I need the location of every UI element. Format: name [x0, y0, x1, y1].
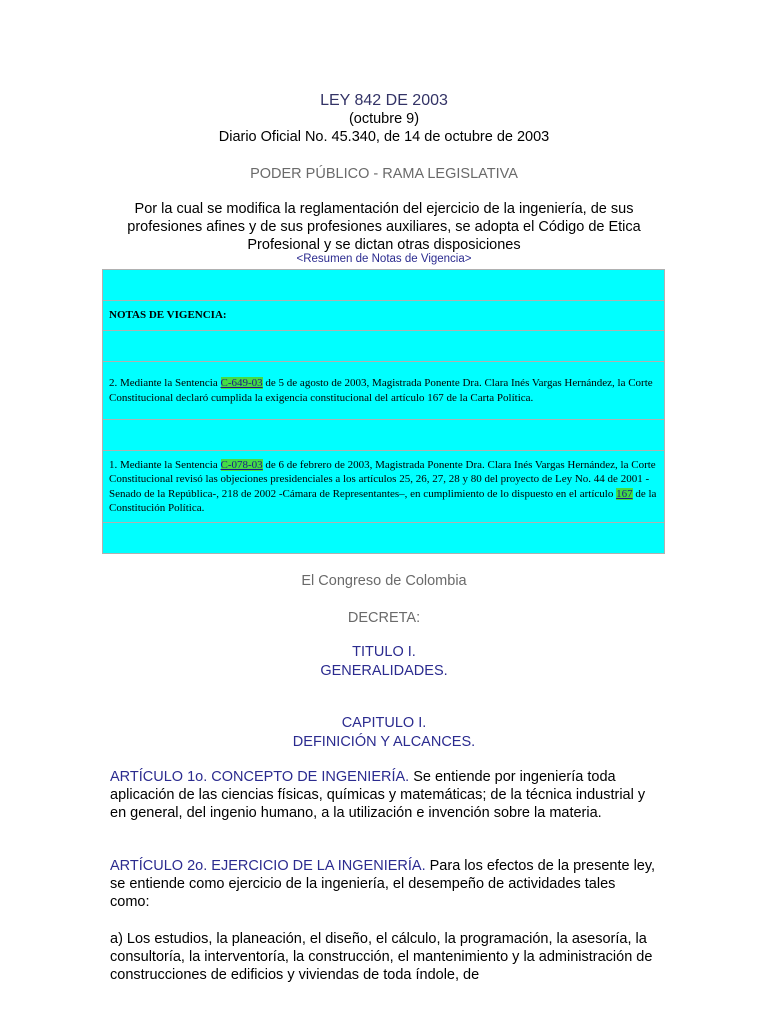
vigencia-heading: NOTAS DE VIGENCIA: — [109, 309, 227, 322]
sentencia-c-649-03-link[interactable]: C-649-03 — [220, 377, 263, 389]
table-row — [103, 420, 665, 451]
article-2-text: Para los efectos de la presente ley, se entiende como ejercicio de la ingeniería, el desempeño de actividades tales como: — [110, 858, 656, 910]
article-1-text: Se entiende por ingeniería toda aplicación de las ciencias físicas, químicas y matemáticas; de la técnica industrial y en general, del ingenio humano, a la utilización e invención sobre la materia. — [110, 769, 646, 821]
table-row — [103, 451, 665, 523]
notes-summary-link[interactable]: <Resumen de Notas de Vigencia> — [296, 253, 472, 265]
empty-cell — [103, 270, 665, 301]
article-167-link[interactable]: 167 — [616, 487, 633, 500]
capitulo-name: DEFINICIÓN Y ALCANCES. — [292, 734, 476, 750]
congress-heading: El Congreso de Colombia — [301, 573, 467, 589]
vigencia-notes-table — [102, 269, 665, 554]
titulo-name: GENERALIDADES. — [320, 663, 448, 679]
note-1-text-end: de la Constitución Política. — [109, 487, 657, 514]
gazette-reference: Diario Oficial No. 45.340, de 14 de octubre de 2003 — [218, 129, 550, 145]
vigencia-note-1 — [103, 451, 665, 523]
table-row — [103, 270, 665, 301]
decreta-heading: DECRETA: — [347, 610, 421, 626]
article-2-title: ARTÍCULO 2o. EJERCICIO DE LA INGENIERÍA. — [110, 858, 426, 874]
sentencia-c-078-03-link[interactable]: C-078-03 — [220, 458, 263, 471]
note-1-text-middle: de 6 de febrero de 2003, Magistrada Ponente Dra. Clara Inés Vargas Hernández, la Corte Constitucional revisó las objeciones presidenciales a los artículos 25, 26, 27, 28 y 80 del proyecto de Ley No. 44 de 2001 - Senado de la República-, 218 de 2002 -Cámara de Representantes–, en cumplimiento de lo dispuesto en el artículo — [109, 458, 656, 500]
article-2 — [110, 857, 658, 911]
branch-heading: PODER PÚBLICO - RAMA LEGISLATIVA — [250, 166, 518, 182]
vigencia-note-2 — [103, 362, 665, 420]
note-1-text-start: 1. Mediante la Sentencia — [109, 458, 221, 471]
table-row — [103, 301, 665, 331]
titulo-number: TITULO I. — [352, 644, 416, 660]
article-1-title: ARTÍCULO 1o. CONCEPTO DE INGENIERÍA. — [110, 769, 410, 785]
table-row — [103, 362, 665, 420]
note-2-text-start: 2. Mediante la Sentencia — [109, 377, 221, 389]
note-2-text-end: de 5 de agosto de 2003, Magistrada Ponente Dra. Clara Inés Vargas Hernández, la Corte Constitucional declaró cumplida la exigencia constitucional del artículo 167 de la Carta Política. — [109, 377, 653, 404]
article-2-item-a: a) Los estudios, la planeación, el diseño, el cálculo, la programación, la asesoría, la consultoría, la interventoría, la construcción, el mantenimiento y la administración de construcciones de edificios y viviendas de toda índole, de — [110, 931, 653, 983]
empty-cell — [103, 420, 665, 451]
empty-cell — [103, 523, 665, 554]
law-date: (octubre 9) — [348, 111, 420, 127]
empty-cell — [103, 331, 665, 362]
article-1 — [110, 768, 658, 822]
table-row — [103, 331, 665, 362]
law-title: LEY 842 DE 2003 — [320, 92, 448, 109]
law-summary: Por la cual se modifica la reglamentación del ejercicio de la ingeniería, de sus profesiones afines y de sus profesiones auxiliares, se adopta el Código de Etica Profesional y se dictan otras disposiciones — [127, 201, 641, 253]
vigencia-heading-cell — [103, 301, 665, 331]
capitulo-number: CAPITULO I. — [341, 715, 427, 731]
table-row — [103, 523, 665, 554]
